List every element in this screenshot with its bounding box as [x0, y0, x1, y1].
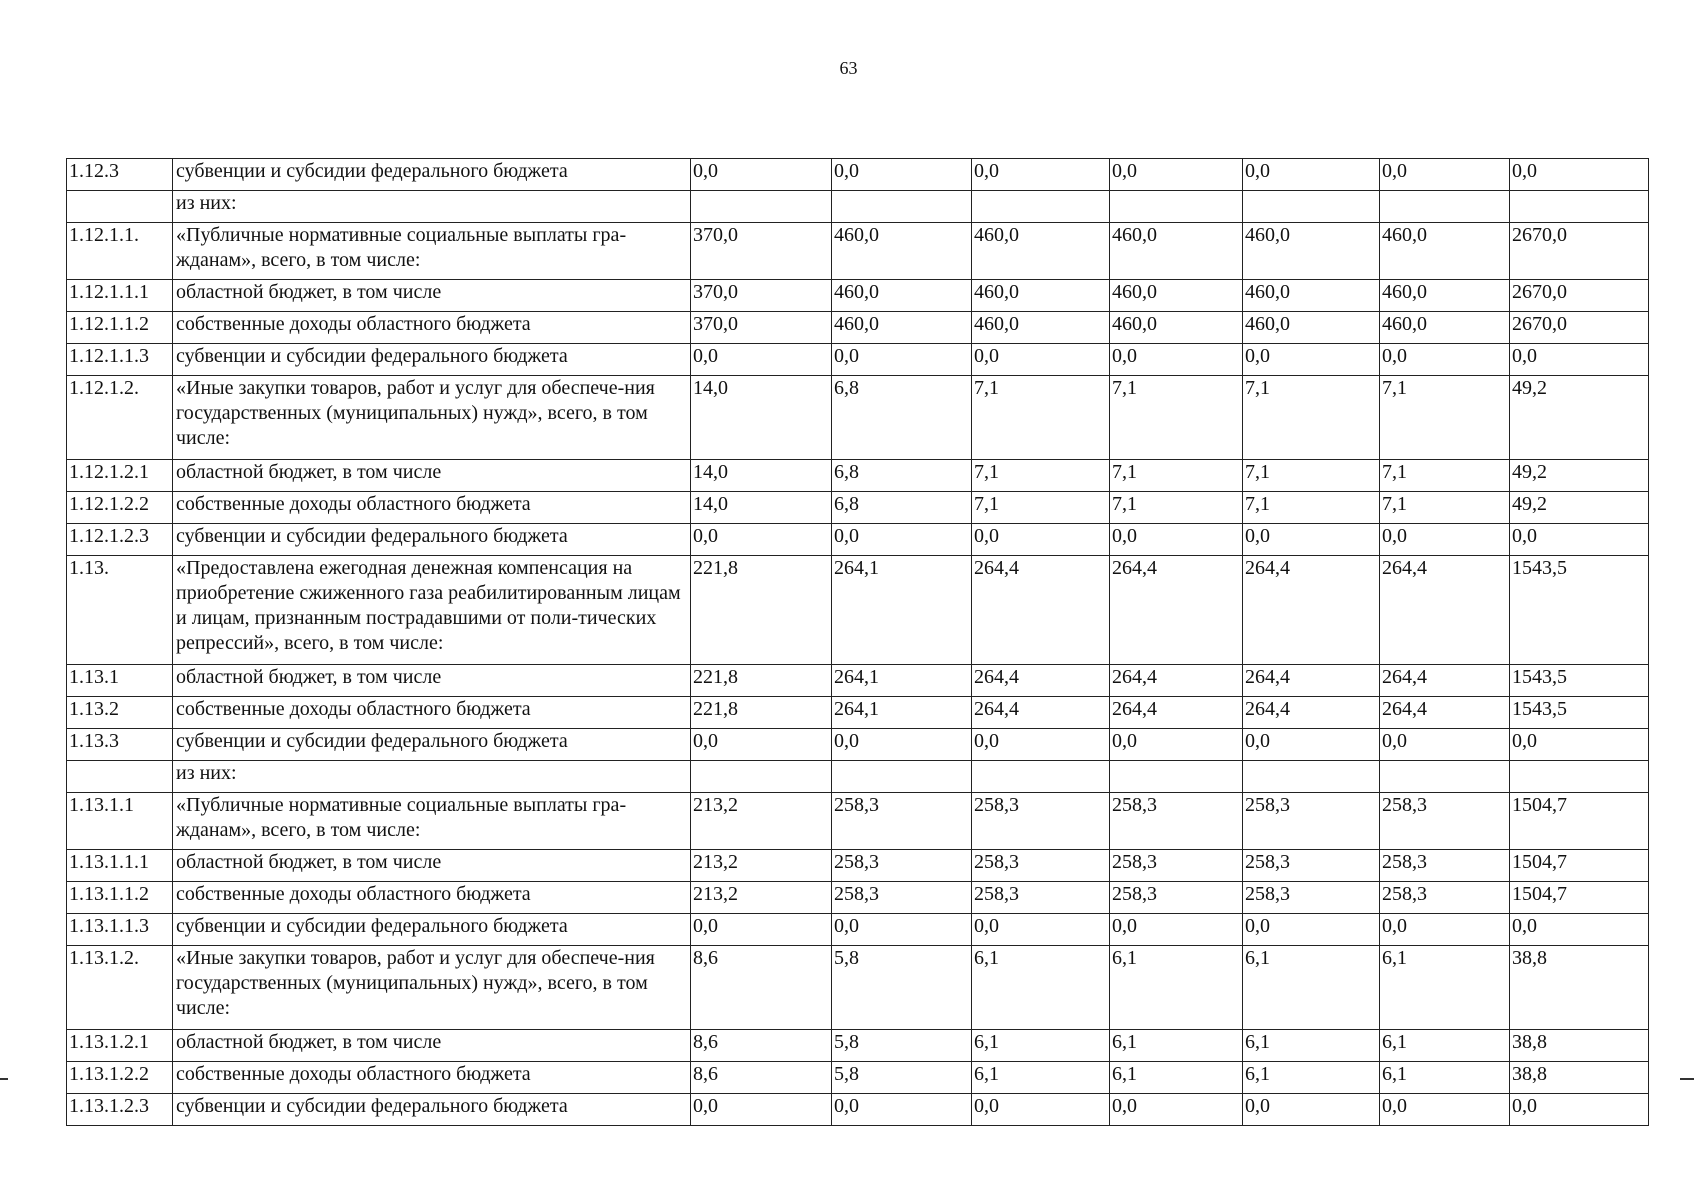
table-row	[67, 556, 1649, 665]
row-value: 264,1	[832, 665, 972, 697]
row-value: 49,2	[1510, 460, 1649, 492]
row-value: 7,1	[972, 460, 1110, 492]
row-value	[832, 191, 972, 223]
row-name: собственные доходы областного бюджета	[173, 697, 691, 729]
row-code: 1.13.1.2.	[67, 946, 173, 1030]
row-value: 0,0	[1110, 729, 1243, 761]
row-name: «Публичные нормативные социальные выплаты гра-жданам», всего, в том числе:	[173, 793, 691, 850]
row-value: 221,8	[691, 697, 832, 729]
table-row	[67, 882, 1649, 914]
row-value: 0,0	[832, 914, 972, 946]
row-value: 0,0	[1380, 344, 1510, 376]
row-value: 460,0	[832, 312, 972, 344]
row-code: 1.12.1.1.3	[67, 344, 173, 376]
row-value: 0,0	[691, 344, 832, 376]
row-value: 0,0	[691, 159, 832, 191]
table-row	[67, 697, 1649, 729]
row-value: 0,0	[1243, 159, 1380, 191]
row-value: 370,0	[691, 280, 832, 312]
row-value	[1510, 191, 1649, 223]
row-name: областной бюджет, в том числе	[173, 1030, 691, 1062]
row-value: 49,2	[1510, 492, 1649, 524]
row-value: 258,3	[1380, 882, 1510, 914]
row-value	[1380, 761, 1510, 793]
row-value: 0,0	[832, 524, 972, 556]
row-value: 264,4	[1110, 697, 1243, 729]
row-value: 460,0	[1110, 280, 1243, 312]
row-value: 0,0	[1380, 914, 1510, 946]
table-row	[67, 280, 1649, 312]
row-value: 7,1	[1380, 376, 1510, 460]
row-value: 264,4	[1380, 556, 1510, 665]
row-value	[691, 191, 832, 223]
row-name: субвенции и субсидии федерального бюджета	[173, 344, 691, 376]
table-row	[67, 665, 1649, 697]
table-row	[67, 914, 1649, 946]
table-row	[67, 1094, 1649, 1126]
row-value: 6,1	[1110, 946, 1243, 1030]
row-value: 0,0	[832, 159, 972, 191]
row-value: 6,8	[832, 492, 972, 524]
row-value: 0,0	[1243, 344, 1380, 376]
row-value: 0,0	[1380, 1094, 1510, 1126]
row-code: 1.12.1.2.2	[67, 492, 173, 524]
row-value	[691, 761, 832, 793]
row-value: 7,1	[1243, 492, 1380, 524]
row-value: 0,0	[1510, 1094, 1649, 1126]
row-value: 258,3	[1380, 793, 1510, 850]
page-number: 63	[839, 58, 858, 78]
row-value: 6,1	[972, 1030, 1110, 1062]
row-value: 2670,0	[1510, 223, 1649, 280]
row-value: 0,0	[972, 344, 1110, 376]
row-value	[972, 191, 1110, 223]
row-value: 14,0	[691, 376, 832, 460]
row-value: 0,0	[691, 1094, 832, 1126]
row-value: 221,8	[691, 665, 832, 697]
row-value: 2670,0	[1510, 280, 1649, 312]
row-value: 6,1	[972, 946, 1110, 1030]
row-value: 258,3	[832, 793, 972, 850]
table-row	[67, 460, 1649, 492]
row-value: 6,1	[1243, 1030, 1380, 1062]
row-value: 0,0	[972, 524, 1110, 556]
row-value: 258,3	[1110, 850, 1243, 882]
row-name: собственные доходы областного бюджета	[173, 882, 691, 914]
margin-tick-right	[1680, 1078, 1694, 1080]
row-value: 460,0	[972, 312, 1110, 344]
budget-table	[66, 158, 1649, 1126]
row-value: 460,0	[832, 223, 972, 280]
row-value: 7,1	[972, 492, 1110, 524]
row-value: 14,0	[691, 460, 832, 492]
row-code: 1.13.	[67, 556, 173, 665]
row-value: 213,2	[691, 793, 832, 850]
table-row	[67, 524, 1649, 556]
row-value: 264,4	[1243, 665, 1380, 697]
row-name: «Предоставлена ежегодная денежная компенсация на приобретение сжиженного газа реабилитированным лицам и лицам, признанным пострадавшими от поли-тических репрессий», всего, в том числе:	[173, 556, 691, 665]
row-value: 1504,7	[1510, 850, 1649, 882]
table-row	[67, 946, 1649, 1030]
row-value: 0,0	[1110, 1094, 1243, 1126]
row-value: 258,3	[1243, 793, 1380, 850]
row-code: 1.12.1.1.1	[67, 280, 173, 312]
row-value: 460,0	[1243, 223, 1380, 280]
row-code	[67, 191, 173, 223]
row-value: 7,1	[972, 376, 1110, 460]
row-name: областной бюджет, в том числе	[173, 280, 691, 312]
row-value: 6,1	[1380, 1062, 1510, 1094]
row-value: 0,0	[972, 729, 1110, 761]
table-row	[67, 376, 1649, 460]
row-value: 460,0	[1380, 312, 1510, 344]
row-value: 1543,5	[1510, 556, 1649, 665]
row-code: 1.13.1.1.1	[67, 850, 173, 882]
table-row	[67, 1062, 1649, 1094]
row-name: областной бюджет, в том числе	[173, 850, 691, 882]
row-value: 258,3	[1243, 850, 1380, 882]
row-name: собственные доходы областного бюджета	[173, 312, 691, 344]
row-value: 0,0	[1110, 159, 1243, 191]
row-name: субвенции и субсидии федерального бюджета	[173, 1094, 691, 1126]
row-value: 0,0	[1510, 344, 1649, 376]
row-value: 264,4	[1243, 556, 1380, 665]
row-value: 8,6	[691, 1030, 832, 1062]
row-name: областной бюджет, в том числе	[173, 665, 691, 697]
row-value: 6,8	[832, 460, 972, 492]
row-value: 0,0	[1380, 729, 1510, 761]
row-code: 1.13.1.2.3	[67, 1094, 173, 1126]
row-value: 460,0	[1110, 312, 1243, 344]
row-name: собственные доходы областного бюджета	[173, 492, 691, 524]
row-value: 6,8	[832, 376, 972, 460]
row-name: «Публичные нормативные социальные выплаты гра-жданам», всего, в том числе:	[173, 223, 691, 280]
row-value: 0,0	[972, 159, 1110, 191]
table-row	[67, 1030, 1649, 1062]
row-value: 7,1	[1243, 460, 1380, 492]
row-value: 264,4	[972, 556, 1110, 665]
row-value	[832, 761, 972, 793]
row-value: 0,0	[1243, 729, 1380, 761]
row-value: 0,0	[691, 914, 832, 946]
row-value: 258,3	[1110, 793, 1243, 850]
row-value: 460,0	[832, 280, 972, 312]
row-value: 460,0	[972, 223, 1110, 280]
row-name: субвенции и субсидии федерального бюджета	[173, 159, 691, 191]
row-value: 0,0	[691, 524, 832, 556]
row-value: 264,4	[972, 697, 1110, 729]
table-row	[67, 223, 1649, 280]
row-name: субвенции и субсидии федерального бюджета	[173, 729, 691, 761]
row-name: из них:	[173, 761, 691, 793]
row-value: 0,0	[691, 729, 832, 761]
row-value: 0,0	[832, 729, 972, 761]
table-row	[67, 191, 1649, 223]
row-code: 1.13.1	[67, 665, 173, 697]
row-value: 0,0	[1380, 159, 1510, 191]
row-value: 213,2	[691, 882, 832, 914]
row-value: 14,0	[691, 492, 832, 524]
row-value: 8,6	[691, 946, 832, 1030]
row-value: 258,3	[972, 850, 1110, 882]
row-value: 264,4	[1243, 697, 1380, 729]
row-name: областной бюджет, в том числе	[173, 460, 691, 492]
row-value	[1380, 191, 1510, 223]
row-value: 264,4	[972, 665, 1110, 697]
row-value: 0,0	[1510, 524, 1649, 556]
row-value: 1543,5	[1510, 697, 1649, 729]
row-value: 0,0	[1243, 524, 1380, 556]
row-code: 1.12.1.1.2	[67, 312, 173, 344]
row-value: 0,0	[1110, 344, 1243, 376]
row-code: 1.13.1.1.2	[67, 882, 173, 914]
row-value: 38,8	[1510, 1030, 1649, 1062]
row-value: 258,3	[1380, 850, 1510, 882]
margin-tick-left	[0, 1078, 8, 1080]
row-value: 460,0	[1380, 280, 1510, 312]
row-value	[1110, 761, 1243, 793]
row-value: 7,1	[1380, 492, 1510, 524]
row-value: 0,0	[1110, 914, 1243, 946]
table-row	[67, 344, 1649, 376]
row-code: 1.12.1.1.	[67, 223, 173, 280]
row-value: 6,1	[1243, 1062, 1380, 1094]
row-value: 1543,5	[1510, 665, 1649, 697]
row-value: 38,8	[1510, 946, 1649, 1030]
row-value: 258,3	[1110, 882, 1243, 914]
row-value: 264,4	[1110, 556, 1243, 665]
row-value: 5,8	[832, 946, 972, 1030]
row-value: 264,4	[1380, 697, 1510, 729]
row-code: 1.13.1.2.1	[67, 1030, 173, 1062]
row-code: 1.12.1.2.1	[67, 460, 173, 492]
row-code: 1.13.1.1.3	[67, 914, 173, 946]
row-value: 7,1	[1380, 460, 1510, 492]
row-name: «Иные закупки товаров, работ и услуг для обеспече-ния государственных (муниципальных) нужд», всего, в том числе:	[173, 946, 691, 1030]
table-row	[67, 312, 1649, 344]
row-value: 258,3	[972, 793, 1110, 850]
row-value: 0,0	[1110, 524, 1243, 556]
row-value	[1243, 191, 1380, 223]
row-value: 5,8	[832, 1062, 972, 1094]
row-value: 0,0	[832, 1094, 972, 1126]
table-row	[67, 761, 1649, 793]
table-row	[67, 729, 1649, 761]
row-value: 6,1	[1110, 1062, 1243, 1094]
row-value: 0,0	[1380, 524, 1510, 556]
row-value: 38,8	[1510, 1062, 1649, 1094]
row-value: 0,0	[1243, 1094, 1380, 1126]
row-code: 1.13.3	[67, 729, 173, 761]
row-value: 370,0	[691, 223, 832, 280]
row-value	[1110, 191, 1243, 223]
table-row	[67, 793, 1649, 850]
row-value: 5,8	[832, 1030, 972, 1062]
row-code	[67, 761, 173, 793]
row-value: 213,2	[691, 850, 832, 882]
row-name: субвенции и субсидии федерального бюджета	[173, 914, 691, 946]
row-code: 1.12.1.2.	[67, 376, 173, 460]
row-value: 6,1	[1110, 1030, 1243, 1062]
row-value: 7,1	[1110, 376, 1243, 460]
row-value: 0,0	[1510, 159, 1649, 191]
row-value: 258,3	[1243, 882, 1380, 914]
row-value: 0,0	[1510, 729, 1649, 761]
row-value: 0,0	[972, 1094, 1110, 1126]
row-value	[972, 761, 1110, 793]
row-name: «Иные закупки товаров, работ и услуг для обеспече-ния государственных (муниципальных) нужд», всего, в том числе:	[173, 376, 691, 460]
row-value: 460,0	[972, 280, 1110, 312]
row-value: 6,1	[1243, 946, 1380, 1030]
row-name: субвенции и субсидии федерального бюджета	[173, 524, 691, 556]
row-value: 258,3	[972, 882, 1110, 914]
row-value: 1504,7	[1510, 882, 1649, 914]
row-value: 0,0	[1243, 914, 1380, 946]
table-row	[67, 492, 1649, 524]
row-code: 1.13.1.2.2	[67, 1062, 173, 1094]
row-value: 460,0	[1110, 223, 1243, 280]
row-code: 1.12.1.2.3	[67, 524, 173, 556]
row-value: 460,0	[1380, 223, 1510, 280]
row-value: 6,1	[1380, 1030, 1510, 1062]
table-body	[67, 159, 1649, 1126]
row-value: 7,1	[1110, 492, 1243, 524]
row-value: 8,6	[691, 1062, 832, 1094]
row-code: 1.13.2	[67, 697, 173, 729]
row-value: 2670,0	[1510, 312, 1649, 344]
row-value: 221,8	[691, 556, 832, 665]
row-value: 1504,7	[1510, 793, 1649, 850]
row-value: 460,0	[1243, 312, 1380, 344]
row-value: 6,1	[1380, 946, 1510, 1030]
row-value: 49,2	[1510, 376, 1649, 460]
row-value: 7,1	[1110, 460, 1243, 492]
row-value: 0,0	[1510, 914, 1649, 946]
row-value: 0,0	[832, 344, 972, 376]
row-value: 7,1	[1243, 376, 1380, 460]
row-value: 264,1	[832, 556, 972, 665]
row-name: из них:	[173, 191, 691, 223]
row-value: 264,1	[832, 697, 972, 729]
row-value: 258,3	[832, 882, 972, 914]
row-value: 258,3	[832, 850, 972, 882]
row-value	[1243, 761, 1380, 793]
row-value: 370,0	[691, 312, 832, 344]
row-value: 0,0	[972, 914, 1110, 946]
row-value: 264,4	[1110, 665, 1243, 697]
table-row	[67, 159, 1649, 191]
row-code: 1.13.1.1	[67, 793, 173, 850]
row-value: 264,4	[1380, 665, 1510, 697]
row-value: 6,1	[972, 1062, 1110, 1094]
row-name: собственные доходы областного бюджета	[173, 1062, 691, 1094]
row-code: 1.12.3	[67, 159, 173, 191]
table-row	[67, 850, 1649, 882]
row-value	[1510, 761, 1649, 793]
row-value: 460,0	[1243, 280, 1380, 312]
